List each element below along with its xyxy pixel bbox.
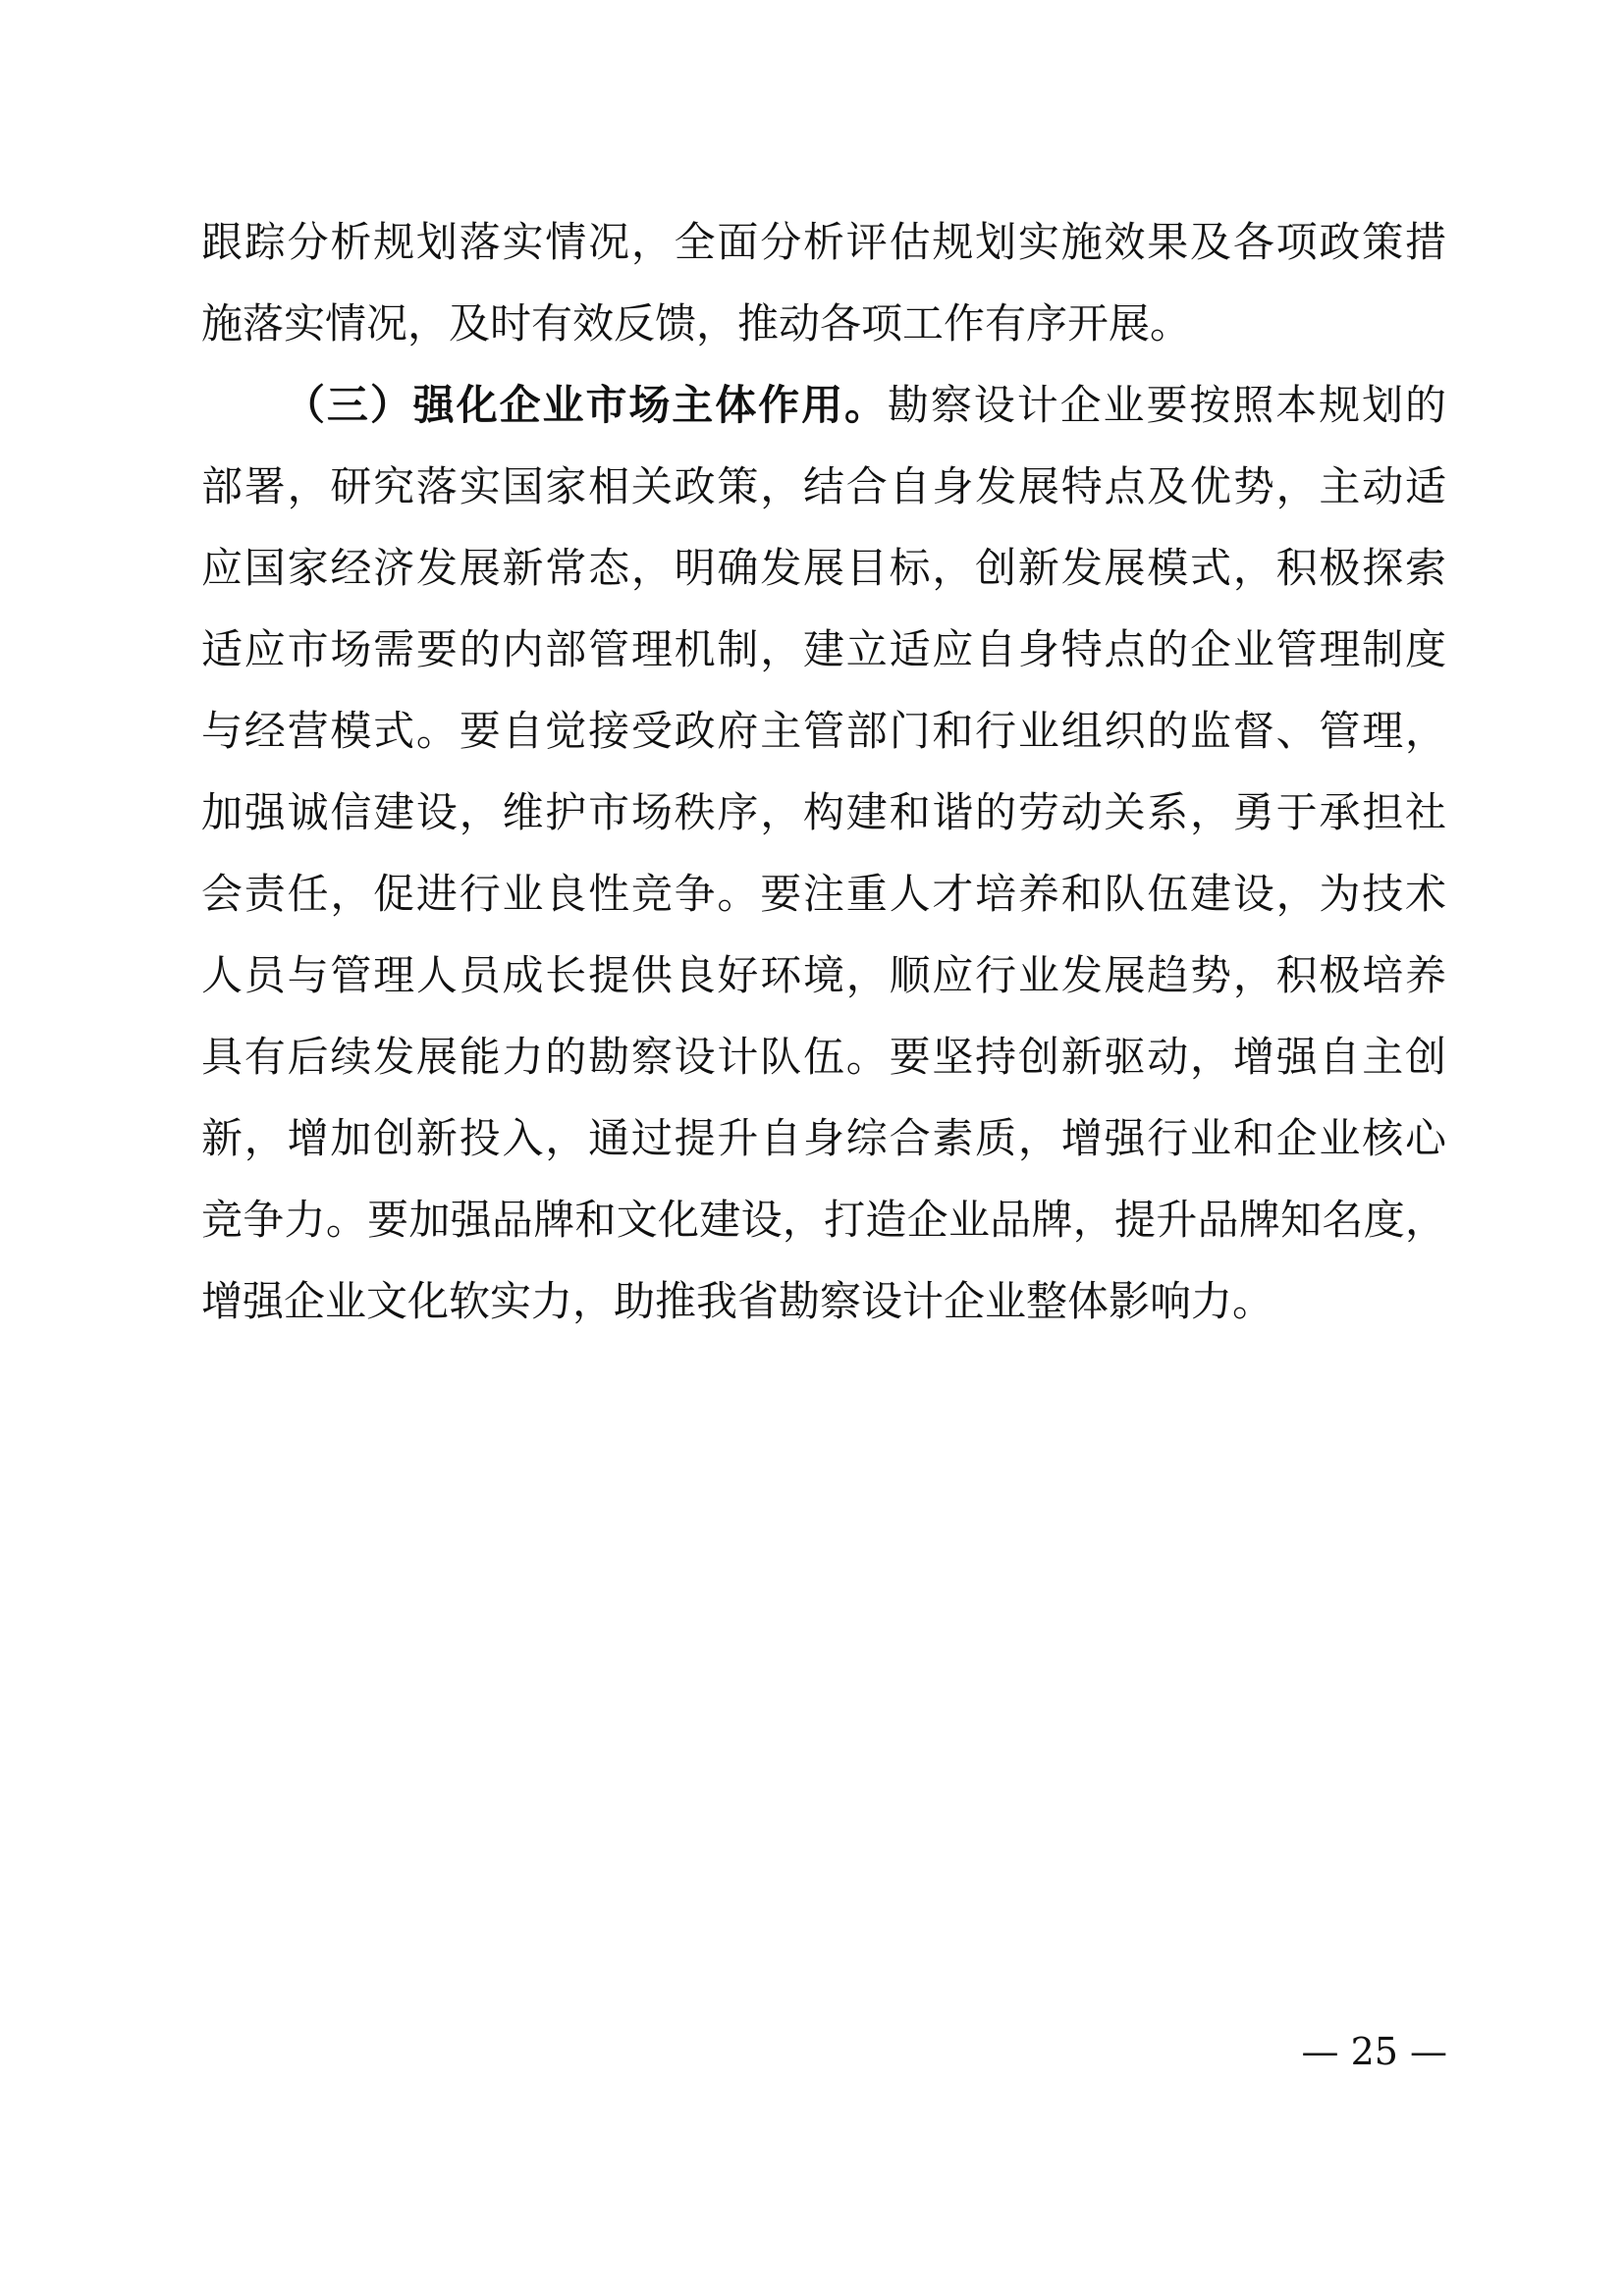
section-heading: （三）强化企业市场主体作用。 (284, 381, 888, 429)
paragraph-line: 与经营模式。要自觉接受政府主管部门和行业组织的监督、管理， (201, 707, 1446, 755)
paragraph-line: 新，增加创新投入，通过提升自身综合素质，增强行业和企业核心 (201, 1114, 1446, 1162)
paragraph-line: 加强诚信建设，维护市场秩序，构建和谐的劳动关系，勇于承担社 (201, 788, 1446, 836)
body-text (201, 201, 1446, 1342)
paragraph-line: 增强企业文化软实力，助推我省勘察设计企业整体影响力。 (201, 1277, 1274, 1325)
paragraph-line: 竞争力。要加强品牌和文化建设，打造企业品牌，提升品牌知名度， (201, 1196, 1446, 1244)
paragraph-line: 施落实情况，及时有效反馈，推动各项工作有序开展。 (201, 299, 1192, 347)
section-heading-line (201, 364, 1446, 446)
paragraph-line: 部署，研究落实国家相关政策，结合自身发展特点及优势，主动适 (201, 462, 1446, 510)
paragraph-line: 人员与管理人员成长提供良好环境，顺应行业发展趋势，积极培养 (201, 951, 1446, 999)
paragraph-line: 应国家经济发展新常态，明确发展目标，创新发展模式，积极探索 (201, 544, 1446, 592)
paragraph-text: 勘察设计企业要按照本规划的 (887, 381, 1446, 429)
paragraph-line: 会责任，促进行业良性竞争。要注重人才培养和队伍建设，为技术 (201, 870, 1446, 918)
paragraph-line: 具有后续发展能力的勘察设计队伍。要坚持创新驱动，增强自主创 (201, 1033, 1446, 1081)
page-number: — 25 — (1301, 2030, 1447, 2073)
paragraph-line: 跟踪分析规划落实情况，全面分析评估规划实施效果及各项政策措 (201, 218, 1446, 266)
paragraph-line: 适应市场需要的内部管理机制，建立适应自身特点的企业管理制度 (201, 625, 1446, 673)
